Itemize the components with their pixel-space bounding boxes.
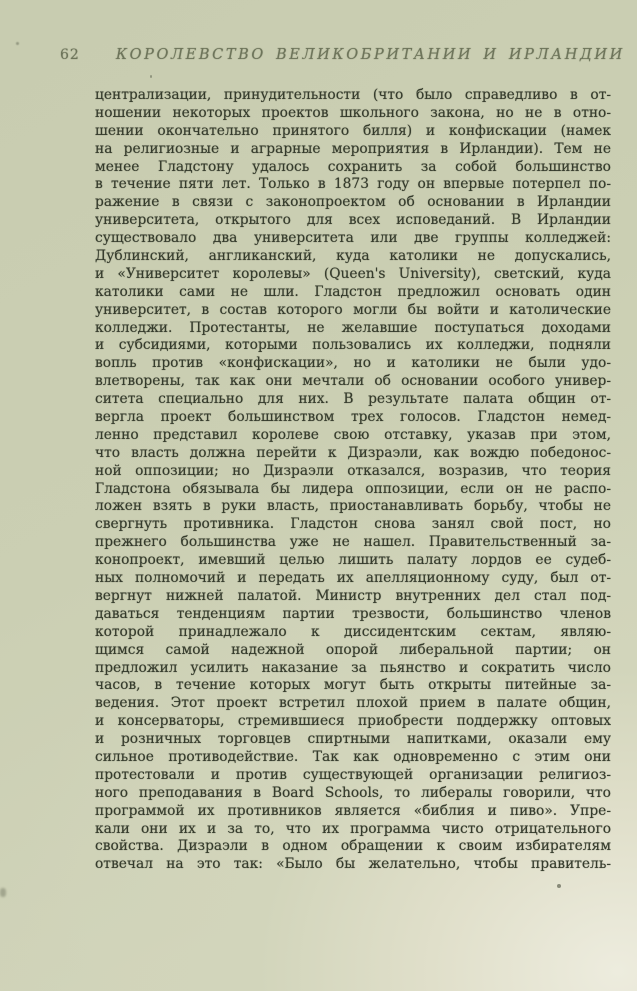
text-line: и «Университет королевы» (Queen's University), светский, куда: [95, 265, 611, 282]
text-line: менее Гладстону удалось сохранить за собой большинство: [95, 158, 611, 175]
text-line: что власть должна перейти к Дизраэли, как вождю победонос-: [95, 444, 611, 461]
text-line: и розничных торговцев спиртными напитками, оказали ему: [95, 731, 611, 748]
text-line: Гладстона обязывала бы лидера оппозиции, если он не распо-: [95, 480, 611, 497]
text-line: Дублинский, англиканский, куда католики не допускались,: [95, 248, 611, 265]
text-line: щимся самой надежной опорой либеральной партии; он: [95, 641, 611, 658]
text-line: на религиозные и аграрные мероприятия в Ирландии). Тем не: [95, 140, 611, 157]
text-line: и субсидиями, которыми пользовались их колледжи, подняли: [95, 337, 611, 354]
text-line: в течение пяти лет. Только в 1873 году он впервые потерпел по-: [95, 176, 611, 193]
text-line: свойства. Дизраэли в одном обращении к своим избирателям: [95, 838, 611, 855]
body-text: [95, 87, 611, 874]
text-line: существовало два университета или две группы колледжей:: [95, 230, 611, 247]
paper-speck: [150, 75, 152, 78]
text-line: ного преподавания в Board Schools, то либералы говорили, что: [95, 784, 611, 801]
text-line: ленно представил королеве свою отставку, указав при этом,: [95, 426, 611, 443]
text-line: и консерваторы, стремившиеся приобрести поддержку оптовых: [95, 713, 611, 730]
text-line: даваться тенденциям партии трезвости, большинство членов: [95, 605, 611, 622]
text-line: вергла проект большинством трех голосов. Гладстон немед-: [95, 409, 611, 426]
text-line: университета, открытого для всех исповеданий. В Ирландии: [95, 212, 611, 229]
text-line: влетворены, так как они мечтали об основании особого универ-: [95, 373, 611, 390]
text-line: ных полномочий и передать их апелляционному суду, был от-: [95, 570, 611, 587]
text-line: централизации, принудительности (что было справедливо в от-: [95, 87, 611, 103]
text-line: которой принадлежало к диссидентским сектам, являю-: [95, 623, 611, 640]
text-line: ложен взять в руки власть, приостанавливать борьбу, чтобы не: [95, 498, 611, 515]
text-line: ражение в связи с законопроектом об основании в Ирландии: [95, 194, 611, 211]
text-line: кали они их и за то, что их программа чисто отрицательного: [95, 820, 611, 837]
text-line: католики сами не шли. Гладстон предложил основать один: [95, 283, 611, 300]
text-line: конопроект, имевший целью лишить палату лордов ее судеб-: [95, 552, 611, 569]
text-line: программой их противников является «библия и пиво». Упре-: [95, 802, 611, 819]
paper-speck: [0, 888, 6, 897]
text-line: шении окончательно принятого билля) и конфискации (намек: [95, 122, 611, 139]
text-line: предложил усилить наказание за пьянство и сократить число: [95, 659, 611, 676]
text-line: сильное противодействие. Так как одновременно с этим они: [95, 748, 611, 765]
text-line: протестовали и против существующей организации религиоз-: [95, 766, 611, 783]
text-line: вопль против «конфискации», но и католики не были удо-: [95, 355, 611, 372]
paper-speck: [557, 884, 561, 888]
text-line: часов, в течение которых могут быть открыты питейные за-: [95, 677, 611, 694]
text-line: ной оппозиции; но Дизраэли отказался, возразив, что теория: [95, 462, 611, 479]
paper-speck: [16, 42, 19, 45]
text-line: колледжи. Протестанты, не желавшие поступаться доходами: [95, 319, 611, 336]
text-line: отвечал на это так: «Было бы желательно, чтобы правитель-: [95, 856, 611, 873]
text-line: ситета специально для них. В результате палата общин от-: [95, 391, 611, 408]
text-line: прежнего большинства уже не нашел. Правительственный за-: [95, 534, 611, 551]
running-title: КОРОЛЕВСТВО ВЕЛИКОБРИТАНИИ И ИРЛАНДИИ: [115, 47, 625, 63]
text-line: свергнуть противника. Гладстон снова занял свой пост, но: [95, 516, 611, 533]
text-line: ношении некоторых проектов школьного закона, но не в отно-: [95, 104, 611, 121]
text-line: ведения. Этот проект встретил плохой прием в палате общин,: [95, 695, 611, 712]
page-number: 62: [60, 47, 80, 63]
text-line: вергнут нижней палатой. Министр внутренних дел стал под-: [95, 587, 611, 604]
page-header: [60, 47, 625, 63]
text-line: университет, в состав которого могли бы войти и католические: [95, 301, 611, 318]
